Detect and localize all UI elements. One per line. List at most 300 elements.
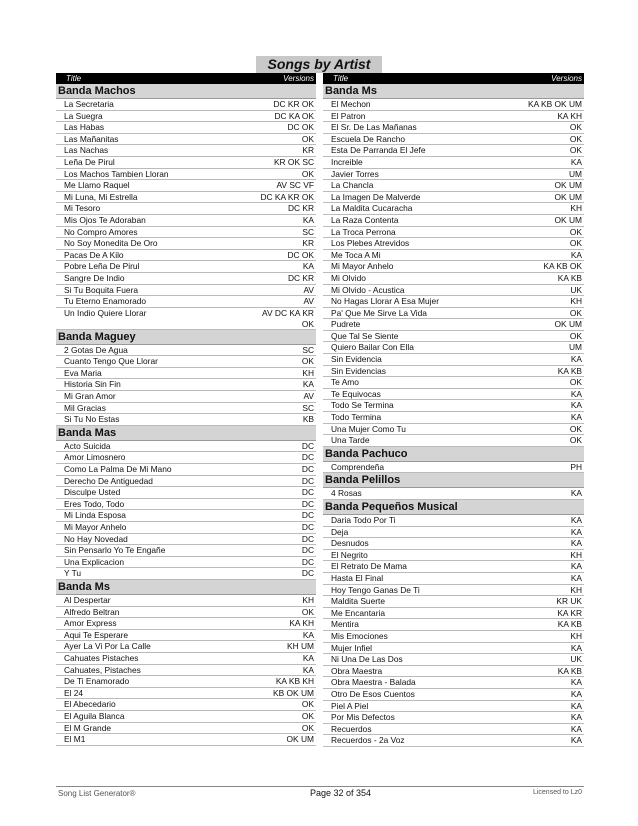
artist-heading: Banda Pachuco — [323, 447, 584, 462]
song-versions: KH — [570, 296, 582, 307]
song-versions: KH — [570, 584, 582, 595]
song-title: Acto Suicida — [64, 440, 111, 451]
song-versions: KA KB OK UM — [528, 99, 582, 109]
song-row — [323, 561, 584, 573]
song-title: Las Mañanitas — [64, 133, 119, 144]
song-versions: OK — [301, 168, 314, 179]
song-versions: OK — [301, 710, 314, 721]
song-row — [323, 157, 584, 169]
song-title: De Ti Enamorado — [64, 676, 130, 687]
song-row — [56, 641, 316, 653]
song-row — [323, 308, 584, 320]
song-versions: OK — [301, 606, 314, 617]
song-row — [323, 203, 584, 215]
song-title: Obra Maestra - Balada — [331, 677, 416, 688]
song-title: Una Tarde — [331, 435, 370, 446]
song-title: Mil Gracias — [64, 402, 106, 413]
song-versions: DC OK — [287, 122, 314, 133]
song-versions: KA — [570, 677, 582, 688]
song-versions: KA — [570, 354, 582, 365]
song-title: Piel A Piel — [331, 700, 369, 711]
song-row — [323, 180, 584, 192]
song-row — [323, 538, 584, 550]
song-versions: KA — [570, 538, 582, 549]
song-title: Recuerdos — [331, 723, 372, 734]
song-row — [323, 319, 584, 331]
song-versions: KR OK SC — [273, 156, 314, 167]
song-title: El Patron — [331, 110, 366, 121]
song-title: Sin Evidencia — [331, 354, 382, 365]
song-row — [323, 666, 584, 678]
song-row — [323, 238, 584, 250]
song-row — [323, 331, 584, 343]
song-row — [56, 653, 316, 665]
song-row — [323, 122, 584, 134]
song-title: Te Equivocas — [331, 388, 381, 399]
right-column — [323, 73, 584, 747]
song-title: Recuerdos - 2a Voz — [331, 735, 405, 746]
song-versions: KA — [302, 652, 314, 663]
title-header: Title — [333, 74, 349, 83]
song-title: Pudrete — [331, 319, 361, 330]
song-versions: DC — [301, 568, 314, 579]
song-versions: SC — [302, 344, 314, 355]
song-versions: KA — [570, 515, 582, 525]
artist-heading: Banda Maguey — [56, 330, 316, 345]
song-versions: DC OK — [287, 249, 314, 260]
song-row — [323, 400, 584, 412]
song-row — [323, 215, 584, 227]
song-versions: OK — [569, 307, 582, 318]
song-title: Mujer Infiel — [331, 642, 372, 653]
song-row — [56, 368, 316, 380]
song-versions: OK — [569, 226, 582, 237]
song-row — [323, 250, 584, 262]
song-title: Los Machos Tambien Lloran — [64, 168, 169, 179]
song-versions: OK UM — [554, 319, 582, 330]
song-row — [323, 169, 584, 181]
song-versions: KA — [302, 379, 314, 390]
song-versions: KB OK UM — [273, 687, 314, 698]
song-versions: DC — [301, 440, 314, 451]
song-row — [56, 111, 316, 123]
song-row — [56, 464, 316, 476]
song-title: Como La Palma De Mi Mano — [64, 464, 172, 475]
song-versions: DC — [301, 498, 314, 509]
song-row — [323, 735, 584, 747]
song-title: Mi Linda Esposa — [64, 510, 126, 521]
song-title: La Secretaria — [64, 99, 114, 109]
song-row — [56, 145, 316, 157]
song-title: Cahuates Pistaches — [64, 652, 139, 663]
song-row — [56, 557, 316, 569]
song-versions: OK — [569, 145, 582, 156]
song-versions: KA KR — [557, 607, 582, 618]
song-title: El M Grande — [64, 722, 112, 733]
song-versions: AV — [303, 391, 314, 402]
song-versions: DC — [301, 475, 314, 486]
song-title: Mis Emociones — [331, 630, 388, 641]
song-versions: UM — [568, 342, 582, 353]
column-header — [56, 73, 316, 84]
song-title: Me Toca A Mi — [331, 249, 381, 260]
song-title: Me Encantaria — [331, 607, 385, 618]
song-title: Un Indio Quiere Llorar — [64, 307, 147, 318]
song-row — [323, 515, 584, 527]
song-title: Otro De Esos Cuentos — [331, 688, 415, 699]
song-row — [56, 99, 316, 111]
song-title: Sin Pensarlo Yo Te Engañe — [64, 545, 166, 556]
song-versions: DC — [301, 522, 314, 532]
song-versions: OK — [301, 133, 314, 144]
song-title: 4 Rosas — [331, 488, 362, 499]
song-row — [323, 192, 584, 204]
song-row — [56, 522, 316, 534]
song-title: Ni Una De Las Dos — [331, 654, 403, 665]
song-row — [323, 462, 584, 474]
song-row — [323, 412, 584, 424]
song-versions: KB — [302, 414, 314, 425]
song-title: Eva Maria — [64, 367, 102, 378]
song-title: Eres Todo, Todo — [64, 498, 125, 509]
song-row — [56, 227, 316, 239]
song-row — [56, 734, 316, 746]
song-versions: KR UK — [556, 596, 582, 607]
song-title: Deja — [331, 526, 349, 537]
song-title: Maldita Suerte — [331, 596, 385, 607]
artist-heading: Banda Mas — [56, 426, 316, 441]
song-versions: KA — [302, 261, 314, 272]
song-title: Comprendeña — [331, 461, 385, 472]
song-versions: KA — [302, 664, 314, 675]
song-versions: KR — [302, 145, 314, 156]
song-row — [323, 99, 584, 111]
song-row — [56, 545, 316, 557]
song-row — [323, 424, 584, 436]
song-row — [56, 630, 316, 642]
song-row — [323, 550, 584, 562]
song-versions: DC KA OK — [274, 110, 314, 121]
song-title: Pa' Que Me Sirve La Vida — [331, 307, 427, 318]
song-row — [323, 134, 584, 146]
song-versions: UK — [570, 284, 582, 295]
song-row — [323, 354, 584, 366]
song-row — [56, 414, 316, 426]
song-versions: OK — [569, 377, 582, 388]
song-versions: DC — [301, 487, 314, 498]
song-title: La Maldita Cucaracha — [331, 203, 413, 214]
song-title: 2 Gotas De Agua — [64, 344, 128, 355]
song-row — [56, 534, 316, 546]
song-versions: KA KB — [557, 272, 582, 283]
song-row — [56, 379, 316, 391]
song-title: Derecho De Antiguedad — [64, 475, 153, 486]
song-title: Obra Maestra — [331, 665, 383, 676]
song-row — [56, 723, 316, 735]
song-versions: KA — [570, 712, 582, 723]
song-versions: KA KH — [289, 618, 314, 629]
song-versions: KA — [570, 572, 582, 583]
song-versions: KA KB OK — [543, 261, 582, 272]
song-row — [323, 527, 584, 539]
song-row — [323, 619, 584, 631]
song-versions: KA — [570, 488, 582, 499]
song-title: Daria Todo Por Ti — [331, 515, 396, 525]
song-title: Todo Termina — [331, 412, 382, 423]
song-versions: PH — [570, 461, 582, 472]
song-versions: AV — [303, 296, 314, 307]
song-versions: KH — [302, 367, 314, 378]
song-row — [56, 356, 316, 368]
song-versions: AV SC VF — [276, 180, 314, 191]
footer-generator: Song List Generator® — [58, 789, 136, 798]
song-versions: DC — [301, 452, 314, 463]
song-row — [56, 711, 316, 723]
song-title: La Raza Contenta — [331, 214, 399, 225]
song-versions: OK — [569, 122, 582, 133]
song-title: Pacas De A Kilo — [64, 249, 124, 260]
song-versions: KA — [570, 642, 582, 653]
song-title: Mi Tesoro — [64, 203, 101, 214]
song-title: Una Mujer Como Tu — [331, 423, 406, 434]
song-row — [56, 157, 316, 169]
song-row — [56, 403, 316, 415]
song-versions: KH — [302, 594, 314, 605]
song-row — [56, 476, 316, 488]
song-versions: KA KH — [557, 110, 582, 121]
song-versions: DC — [301, 533, 314, 544]
song-row — [323, 377, 584, 389]
song-versions: OK — [569, 238, 582, 249]
song-title: Me Llamo Raquel — [64, 180, 130, 191]
title-header: Title — [66, 74, 82, 83]
song-title: El Sr. De Las Mañanas — [331, 122, 417, 133]
song-row — [56, 308, 316, 330]
song-row — [56, 568, 316, 580]
song-row — [56, 595, 316, 607]
song-versions: KA — [570, 156, 582, 167]
song-row — [56, 203, 316, 215]
artist-heading: Banda Ms — [323, 84, 584, 99]
song-row — [323, 712, 584, 724]
song-row — [56, 618, 316, 630]
song-title: Todo Se Termina — [331, 400, 394, 411]
song-row — [323, 366, 584, 378]
song-row — [56, 250, 316, 262]
song-row — [56, 487, 316, 499]
song-row — [323, 145, 584, 157]
song-row — [323, 631, 584, 643]
song-row — [323, 488, 584, 500]
song-versions: DC — [301, 545, 314, 556]
page-title: Songs by Artist — [256, 56, 382, 73]
song-title: Cahuates, Pistaches — [64, 664, 141, 675]
song-versions: KH — [570, 630, 582, 641]
song-title: Tu Eterno Enamorado — [64, 296, 147, 307]
song-versions: KA KB KH — [275, 676, 314, 687]
song-title: Cuanto Tengo Que Llorar — [64, 356, 158, 367]
song-versions: DC KR — [287, 203, 314, 214]
song-title: Que Tal Se Siente — [331, 330, 399, 341]
song-versions: OK UM — [554, 214, 582, 225]
song-title: Aqui Te Esperare — [64, 629, 129, 640]
song-row — [323, 342, 584, 354]
song-versions: KA — [570, 735, 582, 746]
song-title: Sin Evidencias — [331, 365, 386, 376]
song-versions: DC — [301, 510, 314, 521]
song-title: No Compro Amores — [64, 226, 138, 237]
song-versions: OK — [301, 722, 314, 733]
left-column — [56, 73, 316, 746]
song-title: La Troca Perrona — [331, 226, 396, 237]
artist-heading: Banda Pequeños Musical — [323, 500, 584, 515]
footer-license: Licensed to Lz0 — [532, 789, 582, 796]
footer-page-number: Page 32 of 354 — [310, 788, 372, 798]
song-row — [323, 285, 584, 297]
song-title: Hasta El Final — [331, 572, 384, 583]
song-row — [323, 608, 584, 620]
song-row — [56, 296, 316, 308]
song-row — [56, 665, 316, 677]
right-song-list — [323, 84, 584, 747]
song-versions: KA KB — [557, 619, 582, 630]
song-versions: DC — [301, 464, 314, 475]
song-title: La Suegra — [64, 110, 103, 121]
song-versions: KH UM — [287, 641, 314, 652]
song-versions: OK UM — [286, 734, 314, 745]
song-versions: KH — [570, 203, 582, 214]
song-versions: KA KB — [557, 665, 582, 676]
song-versions: OK — [569, 435, 582, 446]
song-versions: UM — [568, 168, 582, 179]
song-title: Mi Mayor Anhelo — [64, 522, 127, 532]
song-title: Mi Luna, Mi Estrella — [64, 191, 138, 202]
artist-heading: Banda Ms — [56, 580, 316, 595]
artist-heading: Banda Machos — [56, 84, 316, 99]
song-title: Hoy Tengo Ganas De Ti — [331, 584, 420, 595]
song-row — [56, 452, 316, 464]
song-versions: KA — [570, 388, 582, 399]
song-title: No Hagas Llorar A Esa Mujer — [331, 296, 439, 307]
song-row — [56, 192, 316, 204]
song-row — [56, 169, 316, 181]
song-row — [323, 701, 584, 713]
song-row — [323, 585, 584, 597]
song-versions: KA — [570, 688, 582, 699]
song-title: Las Nachas — [64, 145, 109, 156]
song-row — [56, 441, 316, 453]
song-versions: KA — [570, 400, 582, 411]
versions-header: Versions — [283, 74, 314, 83]
song-versions: KA — [302, 629, 314, 640]
song-title: Disculpe Usted — [64, 487, 121, 498]
song-title: Amor Express — [64, 618, 117, 629]
song-row — [56, 215, 316, 227]
song-title: El Negrito — [331, 549, 368, 560]
song-versions: OK UM — [554, 180, 582, 191]
song-row — [323, 596, 584, 608]
song-title: Esta De Parranda El Jefe — [331, 145, 426, 156]
song-title: Mis Ojos Te Adoraban — [64, 214, 146, 225]
song-row — [56, 607, 316, 619]
song-row — [56, 238, 316, 250]
song-row — [56, 699, 316, 711]
song-versions: OK — [569, 423, 582, 434]
song-title: Al Despertar — [64, 594, 111, 605]
song-row — [56, 134, 316, 146]
song-row — [56, 261, 316, 273]
song-row — [56, 345, 316, 357]
song-row — [56, 391, 316, 403]
song-title: La Imagen De Malverde — [331, 191, 421, 202]
song-row — [56, 180, 316, 192]
song-title: Mentira — [331, 619, 359, 630]
song-title: Sangre De Indio — [64, 272, 125, 283]
song-row — [323, 435, 584, 447]
song-row — [323, 227, 584, 239]
song-row — [323, 643, 584, 655]
song-row — [56, 510, 316, 522]
song-versions: OK — [301, 356, 314, 367]
song-versions: KA — [570, 412, 582, 423]
song-title: Mi Mayor Anhelo — [331, 261, 394, 272]
song-title: No Soy Monedita De Oro — [64, 238, 158, 249]
song-versions: KR — [302, 238, 314, 249]
song-title: Ayer La Vi Por La Calle — [64, 641, 151, 652]
song-row — [323, 677, 584, 689]
song-versions: KA — [570, 723, 582, 734]
song-title: Y Tu — [64, 568, 82, 579]
song-title: Alfredo Beltran — [64, 606, 120, 617]
song-title: Te Amo — [331, 377, 359, 388]
song-versions: DC — [301, 556, 314, 567]
song-row — [56, 676, 316, 688]
song-versions: KA — [570, 249, 582, 260]
song-row — [56, 285, 316, 297]
song-versions: DC KR OK — [273, 99, 314, 109]
page-footer — [56, 786, 584, 801]
song-row — [323, 261, 584, 273]
song-versions: OK — [569, 330, 582, 341]
song-row — [323, 689, 584, 701]
song-versions: UK — [570, 654, 582, 665]
song-title: Historia Sin Fin — [64, 379, 121, 390]
song-title: Si Tu No Estas — [64, 414, 120, 425]
song-title: La Chancla — [331, 180, 374, 191]
song-row — [323, 273, 584, 285]
song-title: El M1 — [64, 734, 86, 745]
song-title: El Retrato De Mama — [331, 561, 407, 572]
song-versions: DC KR — [287, 272, 314, 283]
song-versions: KA — [302, 214, 314, 225]
song-row — [323, 573, 584, 585]
song-title: Pobre Leña De Pirul — [64, 261, 140, 272]
song-title: Desnudos — [331, 538, 369, 549]
song-title: Una Explicacion — [64, 556, 125, 567]
song-title: Javier Torres — [331, 168, 379, 179]
left-song-list — [56, 84, 316, 746]
versions-header: Versions — [551, 74, 582, 83]
song-row — [56, 273, 316, 285]
song-row — [323, 389, 584, 401]
song-versions: KA — [570, 561, 582, 572]
song-title: Mi Gran Amor — [64, 391, 116, 402]
song-row — [323, 654, 584, 666]
song-title: El 24 — [64, 687, 84, 698]
song-title: Leña De Pirul — [64, 156, 115, 167]
song-title: Mi Olvido — [331, 272, 366, 283]
song-versions: AV DC KA KR OK — [262, 307, 314, 329]
